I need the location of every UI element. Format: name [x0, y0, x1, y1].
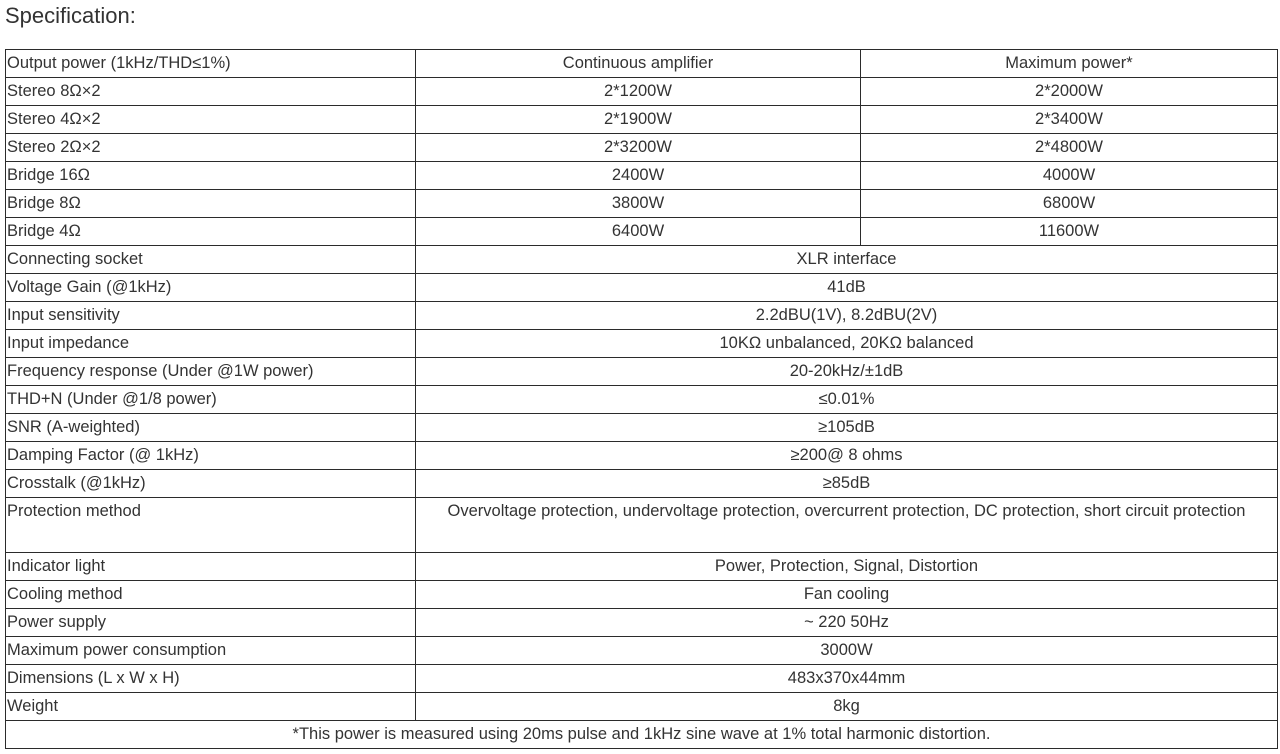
table-row — [6, 302, 1278, 330]
table-header-row — [6, 50, 1278, 78]
maximum-value: 2*4800W — [861, 134, 1278, 162]
row-value: ~ 220 50Hz — [416, 609, 1278, 637]
row-label: THD+N (Under @1/8 power) — [6, 386, 416, 414]
maximum-value: 2*3400W — [861, 106, 1278, 134]
footnote-row — [6, 721, 1278, 749]
row-label: Stereo 8Ω×2 — [6, 78, 416, 106]
table-row — [6, 330, 1278, 358]
row-label: Weight — [6, 693, 416, 721]
row-value: 2.2dBU(1V), 8.2dBU(2V) — [416, 302, 1278, 330]
continuous-value: 2*3200W — [416, 134, 861, 162]
table-row — [6, 442, 1278, 470]
maximum-value: 4000W — [861, 162, 1278, 190]
table-row — [6, 414, 1278, 442]
footnote: *This power is measured using 20ms pulse and 1kHz sine wave at 1% total harmonic distortion. — [6, 721, 1278, 749]
row-value: ≥200@ 8 ohms — [416, 442, 1278, 470]
row-label: Connecting socket — [6, 246, 416, 274]
output-power-label: Output power (1kHz/THD≤1%) — [6, 50, 416, 78]
row-value: ≥105dB — [416, 414, 1278, 442]
row-label: Indicator light — [6, 553, 416, 581]
table-row — [6, 274, 1278, 302]
table-row — [6, 637, 1278, 665]
table-row — [6, 553, 1278, 581]
table-row — [6, 190, 1278, 218]
row-value: Overvoltage protection, undervoltage protection, overcurrent protection, DC protection, short circuit protection — [416, 498, 1278, 553]
row-value: 8kg — [416, 693, 1278, 721]
maximum-value: 11600W — [861, 218, 1278, 246]
table-row — [6, 386, 1278, 414]
row-label: SNR (A-weighted) — [6, 414, 416, 442]
row-value: ≤0.01% — [416, 386, 1278, 414]
table-row — [6, 134, 1278, 162]
row-value: 41dB — [416, 274, 1278, 302]
row-value: 20-20kHz/±1dB — [416, 358, 1278, 386]
continuous-amplifier-header: Continuous amplifier — [416, 50, 861, 78]
table-row — [6, 609, 1278, 637]
maximum-value: 2*2000W — [861, 78, 1278, 106]
row-label: Power supply — [6, 609, 416, 637]
table-row — [6, 693, 1278, 721]
maximum-value: 6800W — [861, 190, 1278, 218]
row-label: Stereo 4Ω×2 — [6, 106, 416, 134]
row-label: Stereo 2Ω×2 — [6, 134, 416, 162]
row-label: Dimensions (L x W x H) — [6, 665, 416, 693]
table-row — [6, 162, 1278, 190]
row-label: Bridge 4Ω — [6, 218, 416, 246]
table-row — [6, 581, 1278, 609]
continuous-value: 2*1200W — [416, 78, 861, 106]
row-label: Damping Factor (@ 1kHz) — [6, 442, 416, 470]
continuous-value: 6400W — [416, 218, 861, 246]
table-row — [6, 78, 1278, 106]
table-row — [6, 358, 1278, 386]
row-label: Frequency response (Under @1W power) — [6, 358, 416, 386]
table-row — [6, 470, 1278, 498]
row-value: 3000W — [416, 637, 1278, 665]
row-label: Bridge 8Ω — [6, 190, 416, 218]
continuous-value: 3800W — [416, 190, 861, 218]
row-label: Crosstalk (@1kHz) — [6, 470, 416, 498]
row-value: 10KΩ unbalanced, 20KΩ balanced — [416, 330, 1278, 358]
row-label: Protection method — [6, 498, 416, 553]
table-row — [6, 498, 1278, 553]
row-value: Fan cooling — [416, 581, 1278, 609]
row-label: Bridge 16Ω — [6, 162, 416, 190]
continuous-value: 2400W — [416, 162, 861, 190]
table-row — [6, 246, 1278, 274]
page-title: Specification: — [5, 3, 136, 28]
row-value: 483x370x44mm — [416, 665, 1278, 693]
continuous-value: 2*1900W — [416, 106, 861, 134]
row-label: Input sensitivity — [6, 302, 416, 330]
specification-table — [5, 49, 1278, 749]
table-row — [6, 665, 1278, 693]
row-value: XLR interface — [416, 246, 1278, 274]
row-label: Maximum power consumption — [6, 637, 416, 665]
row-label: Voltage Gain (@1kHz) — [6, 274, 416, 302]
row-value: ≥85dB — [416, 470, 1278, 498]
maximum-power-header: Maximum power* — [861, 50, 1278, 78]
row-value: Power, Protection, Signal, Distortion — [416, 553, 1278, 581]
table-row — [6, 218, 1278, 246]
row-label: Cooling method — [6, 581, 416, 609]
table-row — [6, 106, 1278, 134]
row-label: Input impedance — [6, 330, 416, 358]
